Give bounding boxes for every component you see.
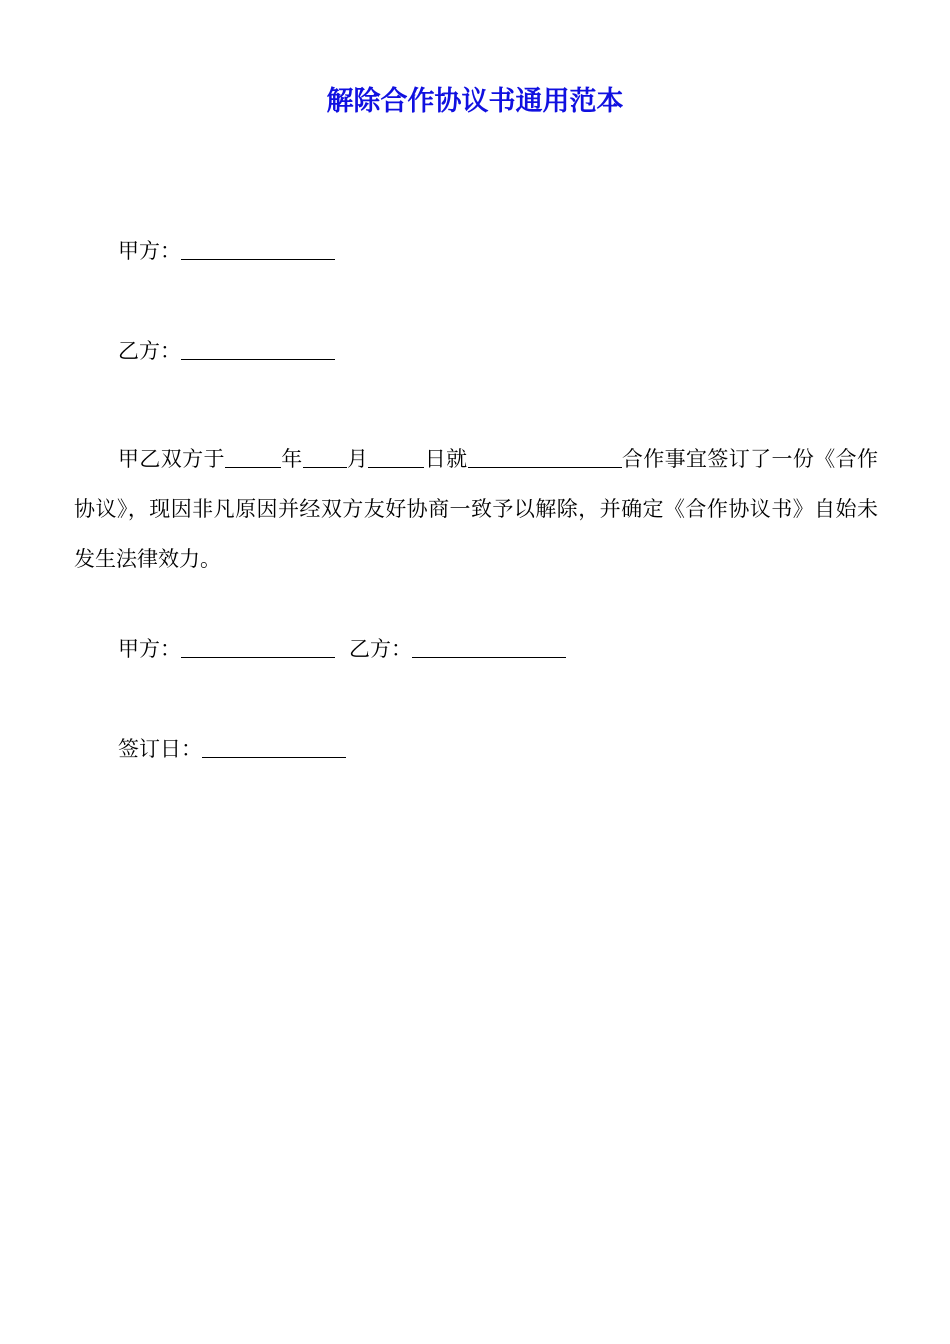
party-b-label: 乙方： (118, 339, 181, 363)
paragraph-intro: 甲乙双方于 (118, 447, 225, 471)
month-label: 月 (346, 447, 369, 471)
year-blank (225, 445, 281, 468)
sign-date-label: 签订日： (118, 737, 202, 761)
party-a-label: 甲方： (118, 239, 181, 263)
month-blank (303, 445, 347, 468)
signature-line (118, 634, 566, 664)
day-label: 日就 (424, 447, 468, 471)
sign-party-a-label: 甲方： (118, 637, 181, 661)
party-b-line (118, 336, 335, 366)
year-label: 年 (280, 447, 303, 471)
sign-date-line (118, 734, 346, 764)
party-b-blank (181, 337, 335, 360)
party-a-line (118, 236, 335, 266)
paragraph-rest: 合作事宜签订了一份《合作协议》，现因非凡原因并经双方友好协商一致予以解除，并确定《合作协议书》自始未发生法律效力。 (74, 447, 878, 571)
subject-blank (468, 445, 622, 468)
sign-date-blank (202, 735, 346, 758)
sign-party-a-blank (181, 635, 335, 658)
party-a-blank (181, 237, 335, 260)
agreement-paragraph (74, 434, 878, 584)
sign-party-b-label: 乙方： (349, 637, 412, 661)
sign-party-b-blank (412, 635, 566, 658)
document-title: 解除合作协议书通用范本 (326, 86, 624, 117)
day-blank (368, 445, 424, 468)
